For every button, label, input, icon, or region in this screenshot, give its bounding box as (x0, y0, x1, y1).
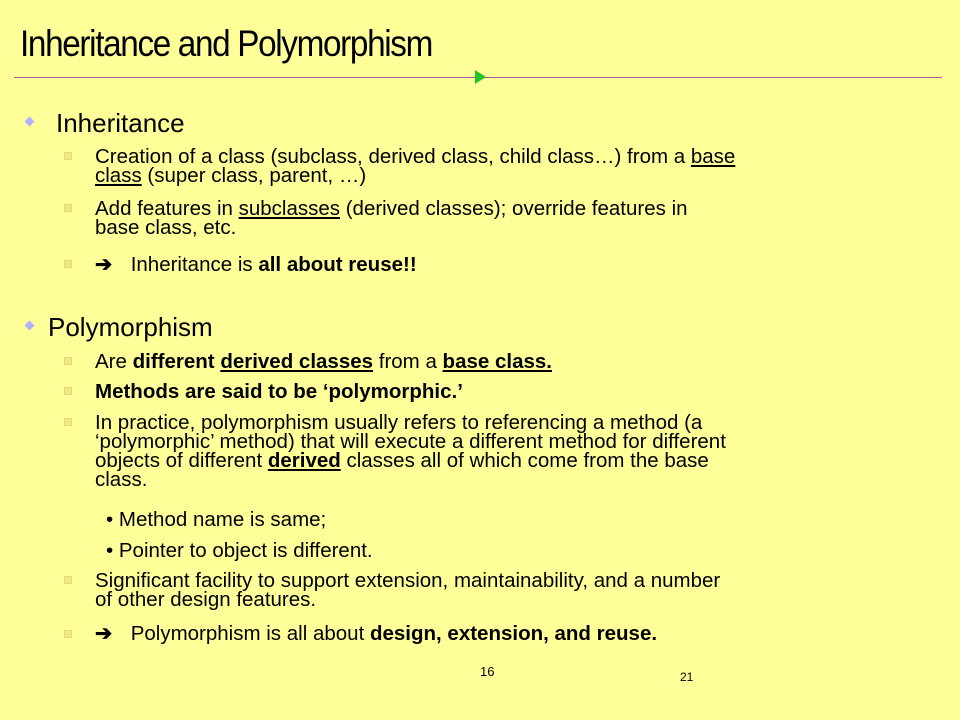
slide-number: 16 (480, 664, 495, 679)
inheritance-bullet-2: Add features in subclasses (derived classes); override features in base class, etc. (95, 197, 688, 239)
square-bullet-icon (64, 418, 72, 426)
diamond-bullet-icon (25, 321, 35, 331)
heading-polymorphism: Polymorphism (48, 312, 213, 342)
polymorphism-bullet-3: In practice, polymorphism usually refers to referencing a method (a ‘polymorphic’ method) that will execute a different method for different objects of different derived classes all of which come from the base class. (95, 411, 726, 491)
inheritance-bullet-1: Creation of a class (subclass, derived class, child class…) from a base class (super class, parent, …) (95, 145, 736, 187)
polymorphism-bullet-5: ➔ Polymorphism is all about design, extension, and reuse. (95, 622, 658, 645)
square-bullet-icon (64, 576, 72, 584)
polymorphism-bullet-2: Methods are said to be ‘polymorphic.’ (95, 380, 463, 403)
square-bullet-icon (64, 204, 72, 212)
heading-inheritance: Inheritance (56, 108, 185, 138)
polymorphism-bullet-1: Are different derived classes from a base class. (95, 350, 552, 373)
polymorphism-sub-bullet-1: • Method name is same; (106, 508, 327, 531)
page-number: 21 (680, 670, 694, 684)
polymorphism-bullet-4: Significant facility to support extension, maintainability, and a number of other design features. (95, 569, 721, 611)
polymorphism-sub-bullet-2: • Pointer to object is different. (106, 539, 373, 562)
diamond-bullet-icon (25, 117, 35, 127)
slide-title: Inheritance and Polymorphism (20, 23, 432, 64)
right-arrow-icon: ➔ (95, 622, 113, 645)
square-bullet-icon (64, 260, 72, 268)
square-bullet-icon (64, 387, 72, 395)
square-bullet-icon (64, 630, 72, 638)
inheritance-bullet-3: ➔ Inheritance is all about reuse!! (95, 253, 417, 276)
right-arrow-icon: ➔ (95, 253, 113, 276)
square-bullet-icon (64, 357, 72, 365)
square-bullet-icon (64, 152, 72, 160)
